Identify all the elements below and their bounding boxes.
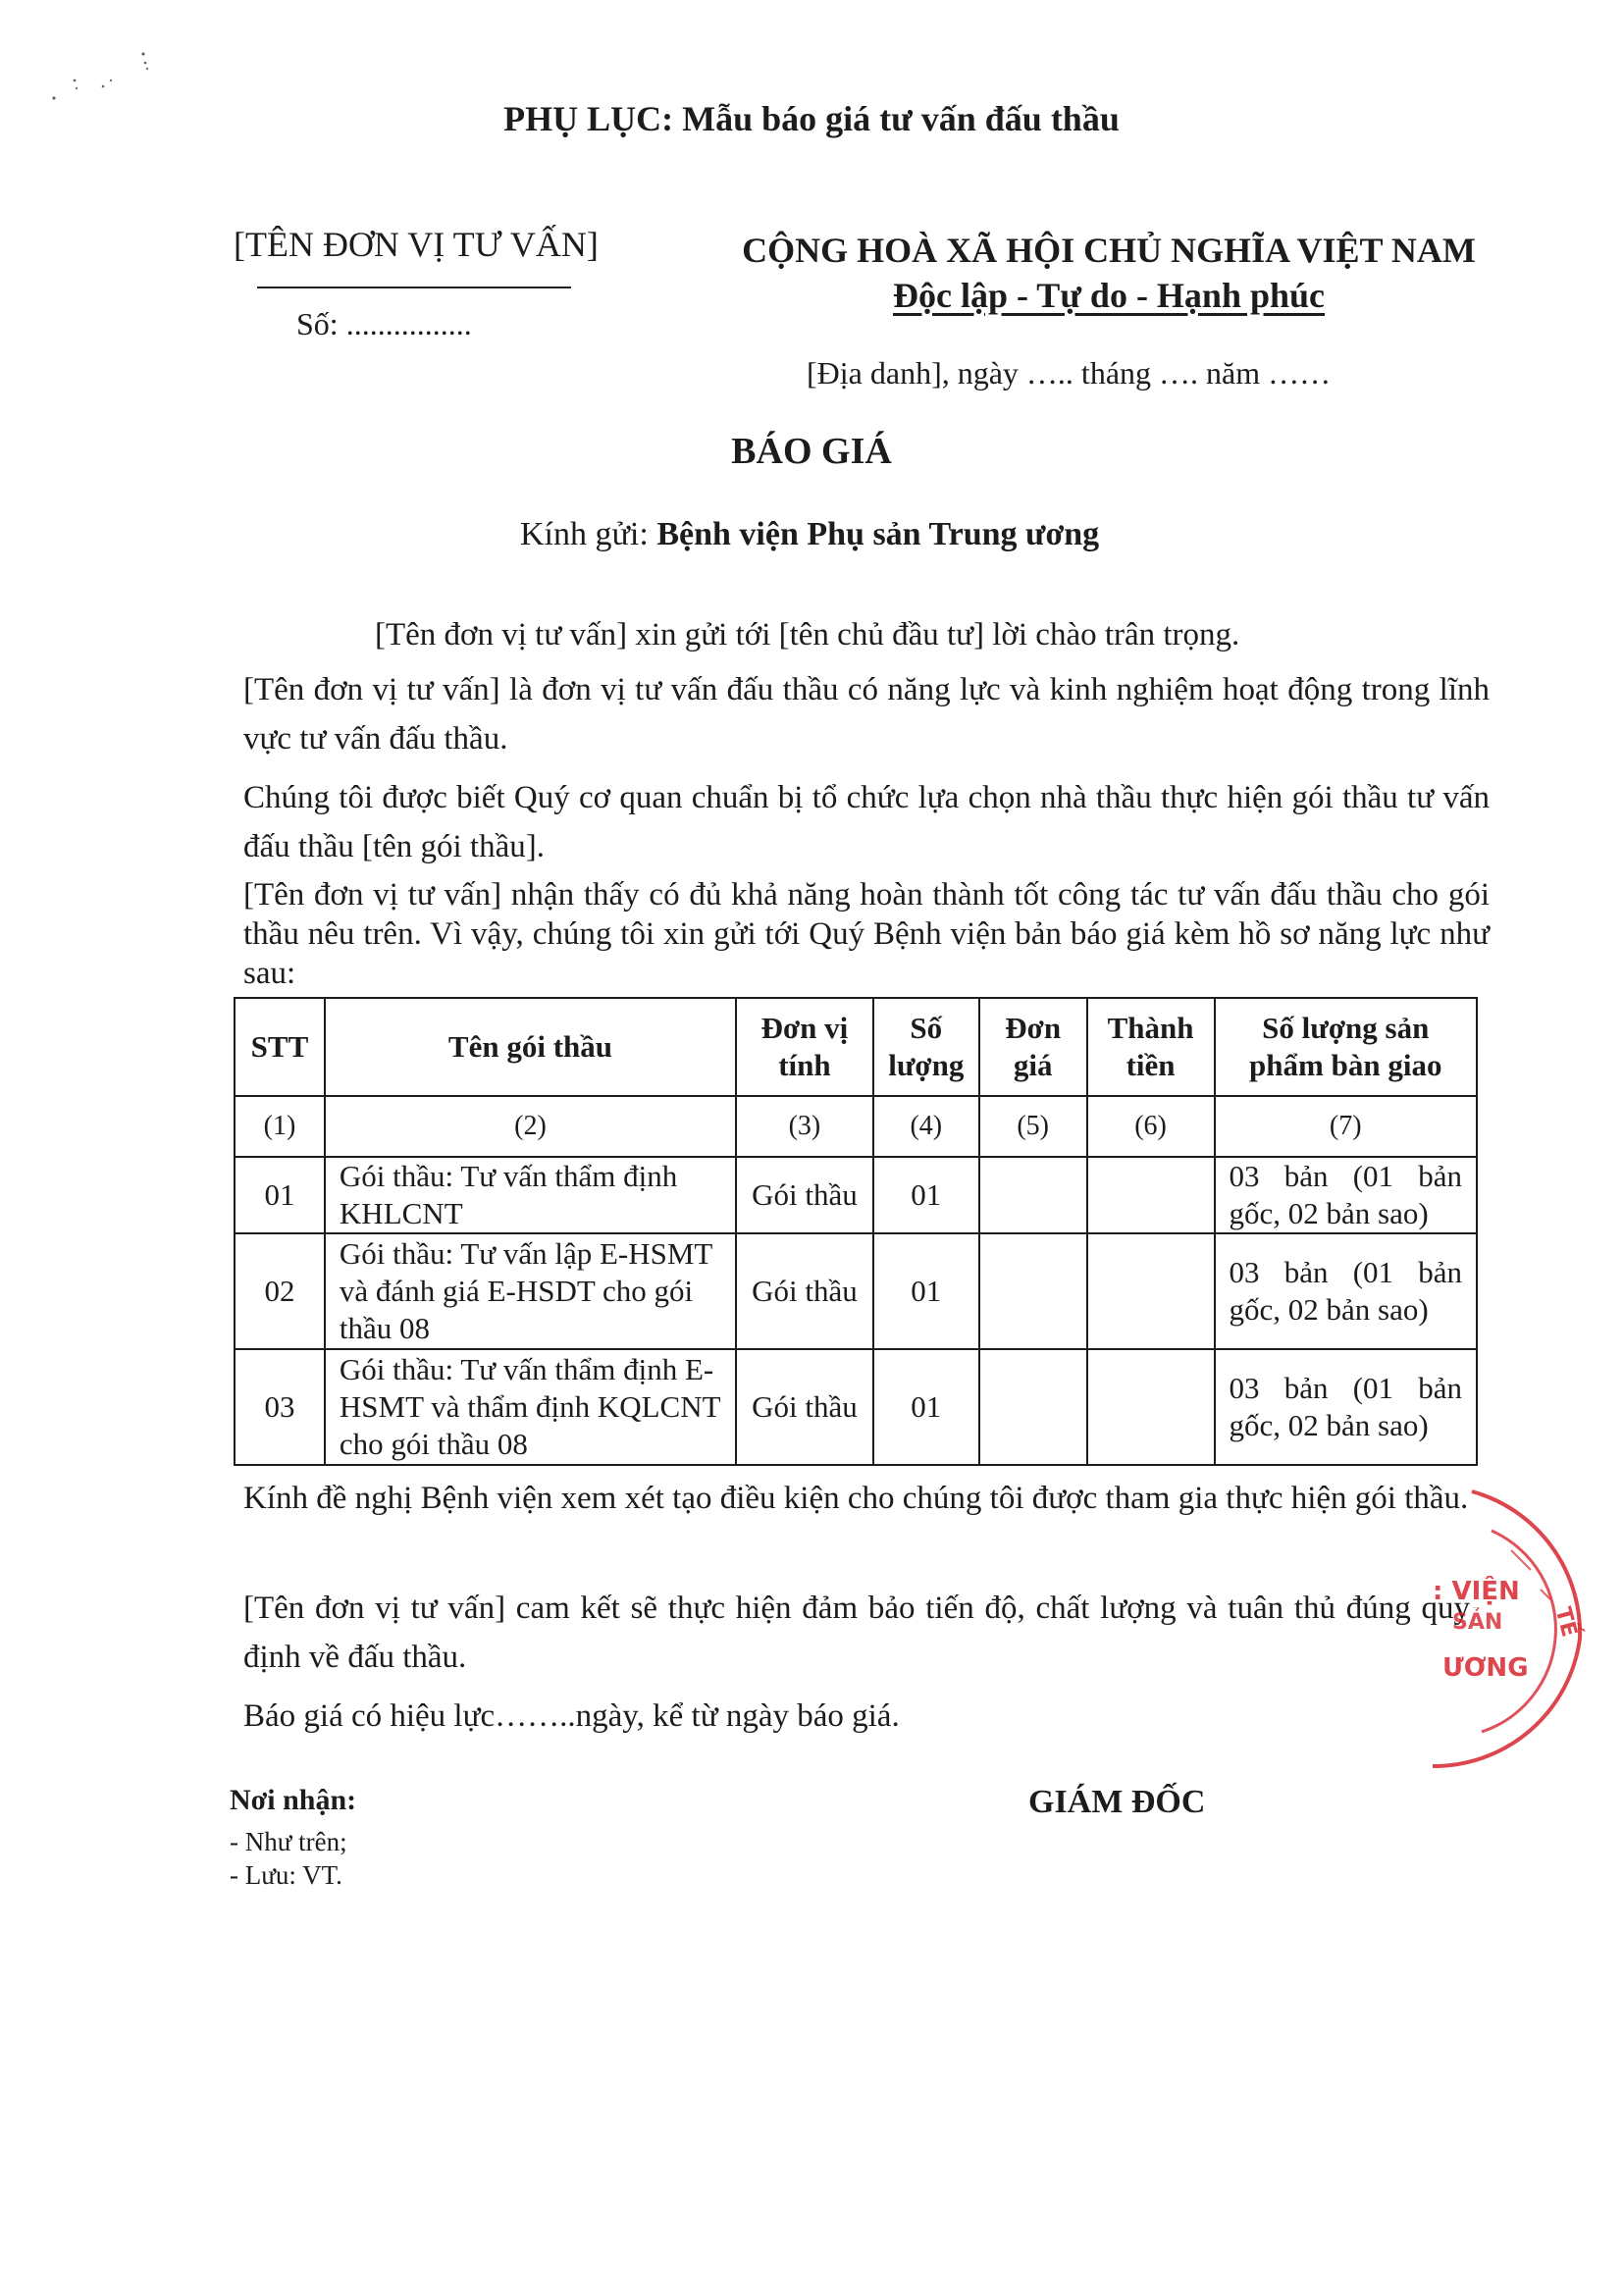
table-header-row [235,998,1477,1096]
row-stt: 02 [235,1233,325,1349]
place-date: [Địa danh], ngày ….. tháng …. năm …… [807,355,1332,391]
col-number: (7) [1215,1096,1477,1157]
row-deliverables: 03 bản (01 bản gốc, 02 bản sao) [1215,1233,1477,1349]
row-unit-price [979,1233,1087,1349]
unit-underline [257,287,571,288]
row-unit: Gói thầu [736,1349,873,1465]
row-stt: 01 [235,1157,325,1233]
stamp-text: ƯƠNG [1442,1653,1529,1683]
col-number: (6) [1087,1096,1215,1157]
table-row [235,1157,1477,1233]
paragraph-intro: [Tên đơn vị tư vấn] là đơn vị tư vấn đấu thầu có năng lực và kinh nghiệm hoạt động trong lĩnh vực tư vấn đấu thầu. [243,672,1490,757]
recipients-label: Nơi nhận: [230,1784,357,1816]
table-row [235,1349,1477,1465]
red-seal-stamp [1413,1472,1609,1796]
national-title: CỘNG HOÀ XÃ HỘI CHỦ NGHĨA VIỆT NAM [742,231,1476,270]
header-unit: Đơn vị tính [736,998,873,1096]
stamp-text: : VIỆN [1433,1577,1520,1606]
row-unit-price [979,1157,1087,1233]
row-unit: Gói thầu [736,1157,873,1233]
row-quantity: 01 [873,1349,979,1465]
closing-request: Kính đề nghị Bệnh viện xem xét tạo điều kiện cho chúng tôi được tham gia thực hiện gói thầu. [243,1481,1469,1516]
header-unit-price: Đơn giá [979,998,1087,1096]
heading-rest: Mẫu báo giá tư vấn đấu thầu [682,99,1120,138]
col-number: (4) [873,1096,979,1157]
closing-validity: Báo giá có hiệu lực……..ngày, kể từ ngày báo giá. [243,1698,900,1734]
header-total: Thành tiền [1087,998,1215,1096]
table-row [235,1233,1477,1349]
header-stt: STT [235,998,325,1096]
row-package-name: Gói thầu: Tư vấn thẩm định E-HSMT và thẩm định KQLCNT cho gói thầu 08 [325,1349,736,1465]
table-column-numbers [235,1096,1477,1157]
row-stt: 03 [235,1349,325,1465]
addressee-prefix: Kính gửi: [520,516,649,552]
stamp-text: TẾ [1549,1604,1582,1640]
row-total [1087,1157,1215,1233]
row-unit: Gói thầu [736,1233,873,1349]
row-deliverables: 03 bản (01 bản gốc, 02 bản sao) [1215,1349,1477,1465]
recipient-item: - Lưu: VT. [230,1860,342,1890]
addressee-name: Bệnh viện Phụ sản Trung ương [656,516,1100,552]
row-unit-price [979,1349,1087,1465]
row-package-name: Gói thầu: Tư vấn thẩm định KHLCNT [325,1157,736,1233]
paragraph-capability: [Tên đơn vị tư vấn] nhận thấy có đủ khả năng hoàn thành tốt công tác tư vấn đấu thầu cho gói thầu nêu trên. Vì vậy, chúng tôi xin gửi tới Quý Bệnh viện bản báo giá kèm hồ sơ năng lực như sau: [243,877,1490,991]
row-total [1087,1233,1215,1349]
col-number: (2) [325,1096,736,1157]
paragraph-awareness: Chúng tôi được biết Quý cơ quan chuẩn bị tổ chức lựa chọn nhà thầu thực hiện gói thầu tư vấn đấu thầu [tên gói thầu]. [243,780,1490,864]
row-quantity: 01 [873,1157,979,1233]
doc-title: BÁO GIÁ [731,431,892,472]
consultant-unit-name: [TÊN ĐƠN VỊ TƯ VẤN] [234,225,599,264]
row-package-name: Gói thầu: Tư vấn lập E-HSMT và đánh giá E-HSDT cho gói thầu 08 [325,1233,736,1349]
header-deliverables: Số lượng sản phẩm bàn giao [1215,998,1477,1096]
signer-title: GIÁM ĐỐC [1028,1784,1206,1820]
row-total [1087,1349,1215,1465]
paragraph-greeting: [Tên đơn vị tư vấn] xin gửi tới [tên chủ đầu tư] lời chào trân trọng. [375,617,1240,652]
national-motto: Độc lập - Tự do - Hạnh phúc [892,276,1326,315]
col-number: (5) [979,1096,1087,1157]
recipient-item: - Như trên; [230,1827,347,1856]
col-number: (3) [736,1096,873,1157]
header-quantity: Số lượng [873,998,979,1096]
header-package-name: Tên gói thầu [325,998,736,1096]
stamp-text: SẢN [1452,1610,1503,1635]
heading-prefix: PHỤ LỤC: [503,99,674,138]
document-heading [0,98,1623,139]
row-quantity: 01 [873,1233,979,1349]
col-number: (1) [235,1096,325,1157]
closing-commitment: [Tên đơn vị tư vấn] cam kết sẽ thực hiện đảm bảo tiến độ, chất lượng và tuân thủ đúng quy định về đấu thầu. [243,1591,1470,1675]
addressee [520,516,1099,553]
document-number: Số: ................ [296,306,472,341]
quotation-table [234,997,1478,1466]
row-deliverables: 03 bản (01 bản gốc, 02 bản sao) [1215,1157,1477,1233]
